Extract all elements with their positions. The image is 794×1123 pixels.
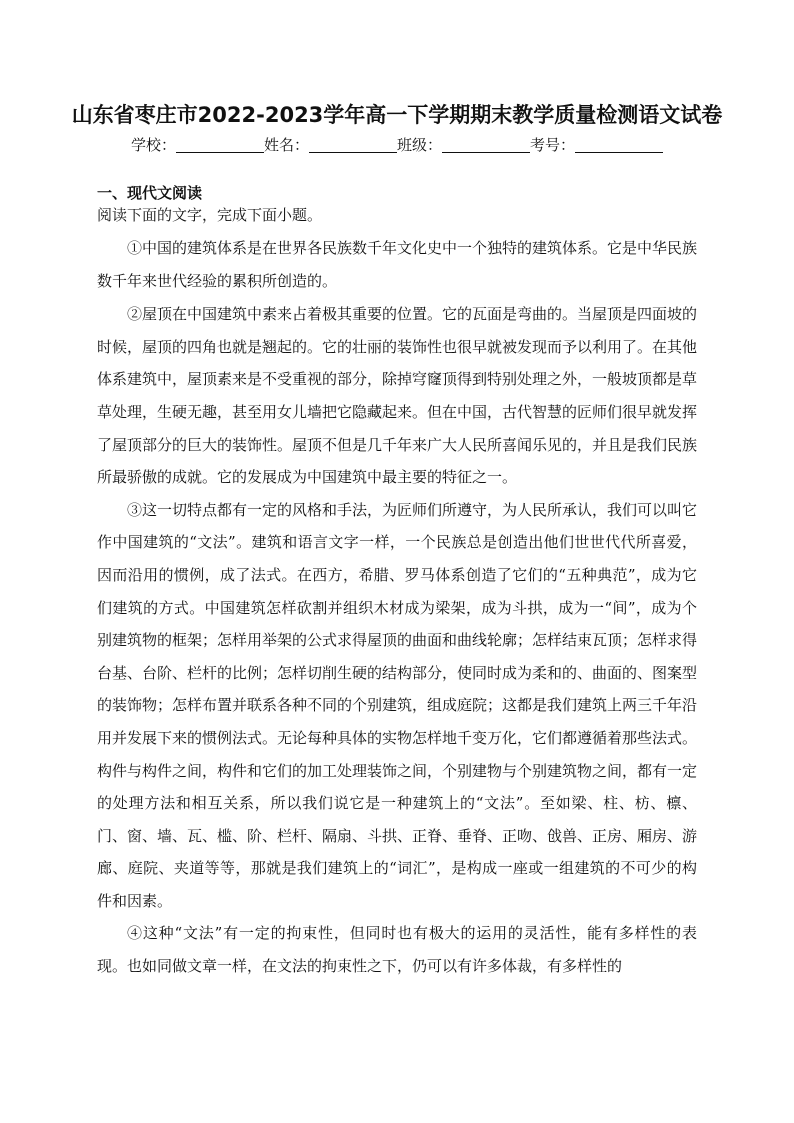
class-label: 班级：: [397, 136, 443, 154]
reading-instruction: 阅读下面的文字，完成下面小题。: [97, 206, 323, 224]
name-field: [264, 134, 397, 156]
passage-paragraph-1: ①中国的建筑体系是在世界各民族数千年文化史中一个独特的建筑体系。它是中华民族数千年来世代经验的累积所创造的。: [97, 239, 698, 290]
passage-paragraph-2: ②屋顶在中国建筑中素来占着极其重要的位置。它的瓦面是弯曲的。当屋顶是四面坡的时候，屋顶的四角也就是翘起的。它的壮丽的装饰性也很早就被发现而予以利用了。在其他体系建筑中，屋顶素来是不受重视的部分，除掉穹窿顶得到特别处理之外，一般坡顶都是草草处理，生硬无趣，甚至用女儿墙把它隐藏起来。但在中国，古代智慧的匠师们很早就发挥了屋顶部分的巨大的装饰性。屋顶不但是几千年来广大人民所喜闻乐见的，并且是我们民族所最骄傲的成就。它的发展成为中国建筑中最主要的特征之一。: [97, 305, 698, 487]
section-heading: 一、现代文阅读: [97, 184, 203, 202]
passage-paragraph-3: ③这一切特点都有一定的风格和手法，为匠师们所遵守，为人民所承认，我们可以叫它作中国建筑的“文法”。建筑和语言文字一样，一个民族总是创造出他们世世代代所喜爱，因而沿用的惯例，成了法式。在西方，希腊、罗马体系创造了它们的“五种典范”，成为它们建筑的方式。中国建筑怎样砍割并组织木材成为梁架，成为斗拱，成为一“间”，成为个别建筑物的框架；怎样用举架的公式求得屋顶的曲面和曲线轮廓；怎样结束瓦顶；怎样求得台基、台阶、栏杆的比例；怎样切削生硬的结构部分，使同时成为柔和的、曲面的、图案型的装饰物；怎样布置并联系各种不同的个别建筑，组成庭院；这都是我们建筑上两三千年沿用并发展下来的惯例法式。无论每种具体的实物怎样地千变万化，它们都遵循着那些法式。构件与构件之间，构件和它们的加工处理装饰之间，个别建物与个别建筑物之间，都有一定的处理方法和相互关系，所以我们说它是一种建筑上的“文法”。至如梁、柱、枋、檩、门、窗、墙、瓦、槛、阶、栏杆、隔扇、斗拱、正脊、垂脊、正吻、戗兽、正房、厢房、游廊、庭院、夹道等等，那就是我们建筑上的“词汇”，是构成一座或一组建筑的不可少的构件和因素。: [97, 500, 698, 910]
class-field: [397, 134, 530, 156]
name-blank: [309, 136, 397, 153]
name-label: 姓名：: [263, 136, 309, 154]
student-info-line: [0, 134, 794, 156]
exam-number-blank: [575, 136, 663, 153]
school-label: 学校：: [130, 136, 176, 154]
school-blank: [176, 136, 264, 153]
passage-paragraph-4: ④这种“文法”有一定的拘束性，但同时也有极大的运用的灵活性，能有多样性的表现。也如同做文章一样，在文法的拘束性之下，仍可以有许多体裁，有多样性的: [97, 924, 697, 976]
exam-number-label: 考号：: [530, 136, 576, 154]
reading-passage: [97, 232, 697, 983]
exam-title: 山东省枣庄市2022-2023学年高一下学期期末教学质量检测语文试卷: [71, 103, 723, 127]
exam-number-field: [530, 134, 663, 156]
class-blank: [442, 136, 530, 153]
school-field: [131, 134, 264, 156]
